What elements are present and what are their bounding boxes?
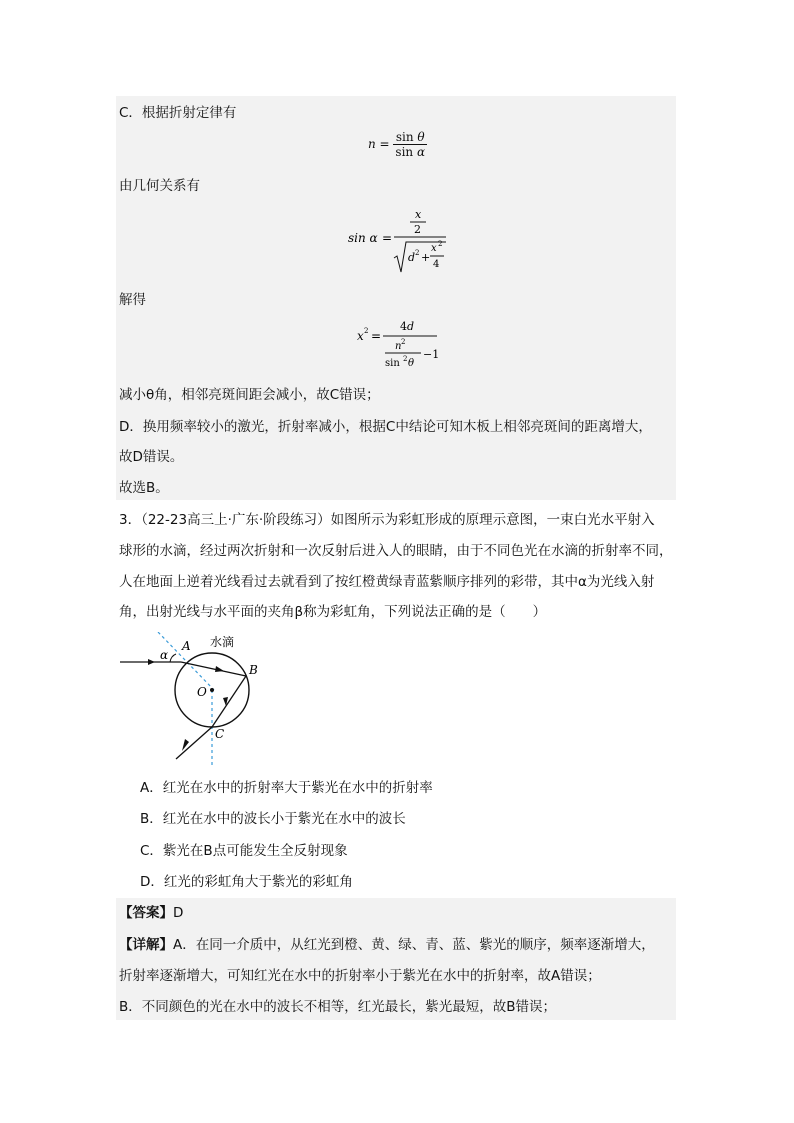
x-squared-formula-graphic: [355, 316, 455, 372]
label-b: B: [249, 663, 258, 677]
detail-line-3: B．不同颜色的光在水中的波长不相等，红光最长，紫光最短，故B错误；: [119, 999, 557, 1015]
svg-text:x: x: [415, 208, 422, 221]
svg-text:x: x: [431, 243, 437, 254]
svg-text:=: =: [371, 329, 382, 343]
label-drop: 水滴: [210, 635, 235, 649]
ray-b-to-c: [212, 676, 246, 727]
svg-text:=: =: [382, 231, 393, 245]
detail-line-1: [119, 936, 655, 954]
question-line-2: 球形的水滴，经过两次折射和一次反射后进入人的眼睛，由于不同色光在水滴的折射率不同，: [119, 543, 673, 559]
detail-text-1: A．在同一介质中，从红光到橙、黄、绿、青、蓝、紫光的顺序，频率逐渐增大，: [173, 937, 655, 953]
label-c: C: [215, 727, 225, 741]
option-d[interactable]: D．红光的彩虹角大于紫光的彩虹角: [140, 874, 353, 890]
answer-label: 【答案】: [119, 905, 173, 921]
center-point: [210, 688, 214, 692]
label-o: O: [197, 685, 207, 699]
svg-text:4: 4: [433, 259, 440, 270]
option-b[interactable]: B．红光在水中的波长小于紫光在水中的波长: [140, 811, 406, 827]
svg-text:2: 2: [403, 355, 408, 363]
solution-c-conclusion: 减小θ角，相邻亮斑间距会减小，故C错误；: [119, 387, 380, 403]
option-a[interactable]: A．红光在水中的折射率大于紫光在水中的折射率: [140, 780, 433, 796]
svg-text:2: 2: [414, 223, 421, 236]
svg-text:4d: 4d: [400, 320, 415, 333]
svg-text:−1: −1: [423, 348, 440, 361]
svg-text:d: d: [408, 251, 416, 264]
svg-text:2: 2: [438, 240, 443, 248]
question-line-3: 人在地面上逆着光线看过去就看到了按红橙黄绿青蓝紫顺序排列的彩带，其中α为光线入射: [119, 574, 655, 590]
solution-solve-label: 解得: [119, 292, 146, 308]
svg-text:sin α: sin α: [348, 231, 378, 245]
label-alpha: α: [160, 648, 169, 662]
angle-alpha-arc: [170, 654, 176, 662]
svg-text:θ: θ: [408, 358, 415, 369]
outgoing-ray: [176, 727, 212, 759]
svg-text:n: n: [395, 341, 402, 352]
solution-geometry-intro: 由几何关系有: [119, 178, 200, 194]
svg-text:sin: sin: [385, 358, 400, 369]
rainbow-drop-figure: [118, 632, 278, 767]
svg-text:2: 2: [401, 338, 406, 346]
solution-c-intro: C．根据折射定律有: [119, 105, 237, 121]
answer-line: [119, 904, 183, 922]
svg-text:x: x: [357, 329, 364, 343]
ray-a-to-b: [181, 662, 246, 676]
solution-d-line1: D．换用频率较小的激光，折射率减小，根据C中结论可知木板上相邻亮斑间的距离增大，: [119, 419, 652, 435]
detail-line-2: 折射率逐渐增大，可知红光在水中的折射率小于紫光在水中的折射率，故A错误；: [119, 968, 601, 984]
svg-text:2: 2: [364, 327, 369, 335]
label-a: A: [182, 639, 191, 653]
svg-text:+: +: [421, 251, 431, 264]
solution-final-choice: 故选B。: [119, 480, 169, 496]
solution-d-line2: 故D错误。: [119, 449, 184, 465]
question-line-1: 3．（22-23高三上·广东·阶段练习）如图所示为彩虹形成的原理示意图，一束白光水平射入: [119, 512, 655, 528]
svg-text:2: 2: [415, 249, 420, 257]
option-c[interactable]: C．紫光在B点可能发生全反射现象: [140, 843, 348, 859]
question-line-4: 角，出射光线与水平面的夹角β称为彩虹角，下列说法正确的是（ ）: [119, 604, 547, 620]
sin-alpha-formula-graphic: [348, 206, 458, 278]
formula-refraction-law: n = $\frac{\text{sin θ}}{\text{sin α}}$: [368, 130, 426, 159]
answer-value: D: [173, 905, 184, 921]
detail-label: 【详解】: [119, 937, 173, 953]
